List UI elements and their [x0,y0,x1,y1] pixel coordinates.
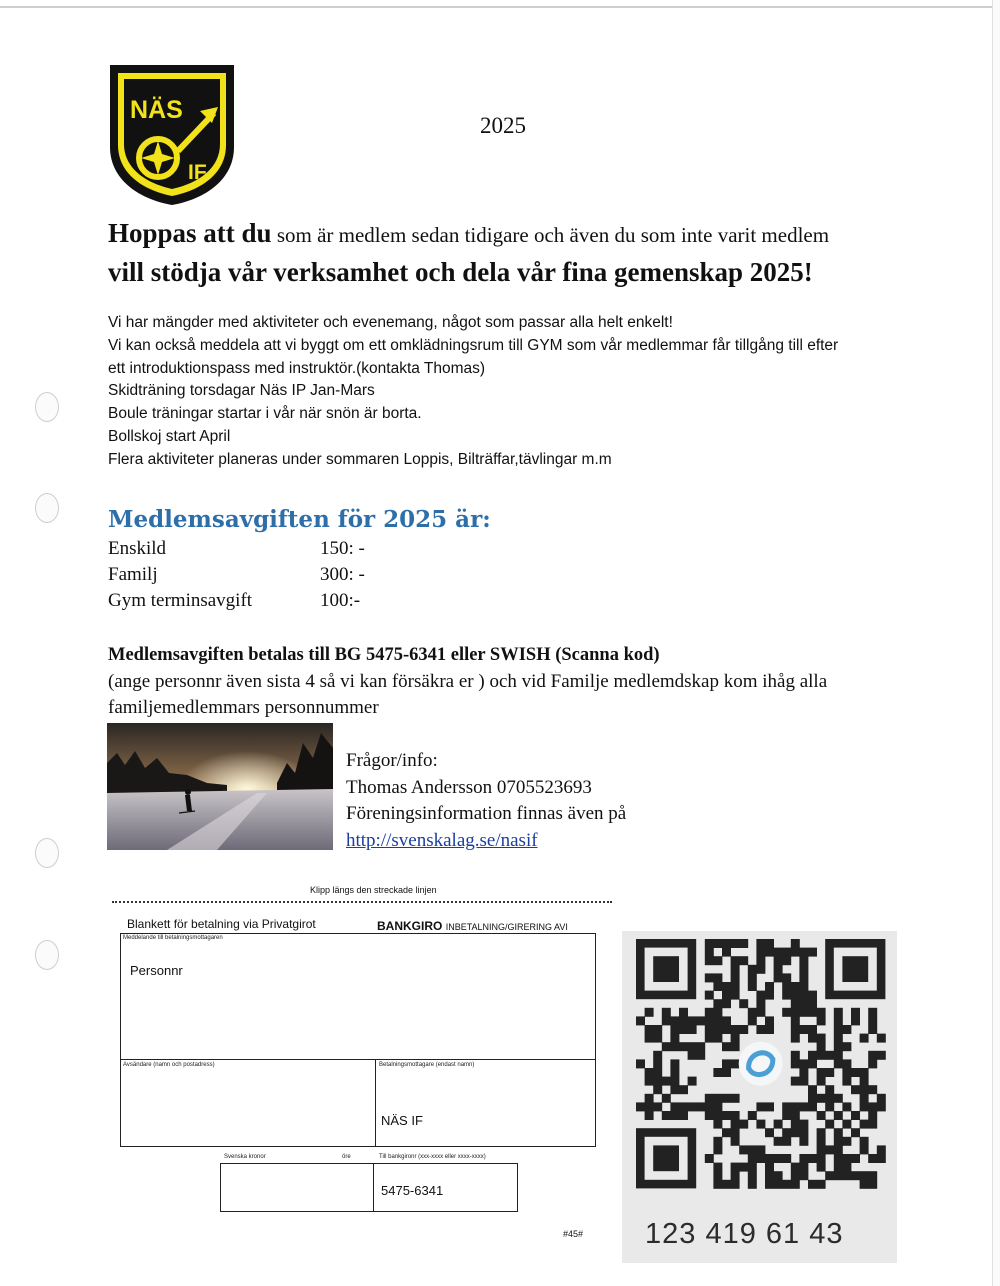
headline-line-1 [108,218,829,249]
fee-label: Familj [108,564,158,585]
bankgiro-header [377,919,568,933]
contact-info [346,748,626,854]
cut-instruction: Klipp längs den streckade linjen [310,885,437,895]
sender-field-label: Avsändare (namn och postadress) [123,1062,215,1068]
page-top-edge [0,6,1000,8]
info-more: Föreningsinformation finnas även på [346,803,627,824]
kronor-label: Svenska kronor [224,1154,266,1160]
payment-note: (ange personnr även sista 4 så vi kan försäkra er ) och vid Familje medlemdskap kom ihåg alla familjemedlemmars personnummer [108,671,828,718]
binder-hole [35,838,59,868]
headline-line-2: vill stödja vår verksamhet och dela vår fina gemenskap 2025! [108,257,813,287]
body-line: Flera aktiviteter planeras under sommaren Loppis, Bilträffar,tävlingar m.m [108,450,612,468]
swish-qr-card [622,931,897,1263]
swish-qr-code[interactable] [622,931,897,1211]
slip-divider [375,1059,376,1146]
form-title: Blankett för betalning via Privatgirot [127,917,316,931]
binder-hole [35,493,59,523]
form-number: #45# [563,1229,584,1239]
fee-value: 100:- [320,590,361,611]
payment-instructions: Medlemsavgiften betalas till BG 5475-6341 eller SWISH (Scanna kod) [108,645,660,665]
to-bankgiro-label: Till bankgironr (xxx-xxxx eller xxxx-xxxx) [379,1154,486,1160]
binder-hole [35,940,59,970]
club-website-link[interactable]: http://svenskalag.se/nasif [346,829,538,851]
bankgiro-label: BANKGIRO [377,919,443,933]
payment-slip-box [120,933,596,1147]
contact-name-phone: Thomas Andersson 0705523693 [346,776,592,798]
fee-label: Gym terminsavgift [108,590,253,611]
recipient-field-label: Betalningsmottagare (endast namn) [379,1062,475,1068]
swish-number: 123 419 61 43 [645,1218,844,1250]
body-line: Boule träningar startar i vår när snön är borta. [108,405,422,423]
amount-box [220,1163,518,1212]
page-right-edge [992,0,1000,1286]
body-line: Bollskoj start April [108,427,231,445]
activities-text [108,312,908,472]
body-line: Vi kan också meddela att vi byggt om ett omklädningsrum till GYM som vår medlemmar får tillgång till efter [108,336,839,354]
slip-divider [120,1059,375,1060]
info-label: Frågor/info: [346,750,438,771]
slip-divider [375,1059,595,1060]
headline-lead-bold: Hoppas att du [108,218,272,248]
club-logo [108,63,236,207]
bankgiro-subtitle: INBETALNING/GIRERING AVI [445,922,568,932]
ore-label: öre [342,1154,351,1160]
bankgiro-number: 5475-6341 [381,1183,444,1198]
logo-bottom-text: IF [188,161,207,184]
cut-line [112,901,612,903]
year-heading: 2025 [480,113,526,138]
body-line: Vi har mängder med aktiviteter och evenemang, något som passar alla helt enkelt! [108,314,673,331]
body-line: Skidträning torsdagar Näs IP Jan-Mars [108,382,375,400]
amount-divider [373,1163,374,1211]
fees-title: Medlemsavgiften för 2025 är: [108,506,491,533]
logo-top-text: NÄS [130,96,183,124]
fee-label: Enskild [108,538,167,559]
personnr-label: Personnr [130,963,183,978]
body-line: ett introduktionspass med instruktör.(kontakta Thomas) [108,359,486,377]
ski-trail-photo [107,723,333,850]
message-field-label: Meddelande till betalningsmottagaren [123,935,223,941]
fee-value: 150: - [320,538,365,559]
recipient-name: NÄS IF [381,1113,423,1128]
binder-hole [35,392,59,422]
headline-lead-rest: som är medlem sedan tidigare och även du som inte varit medlem [271,223,830,247]
fee-value: 300: - [320,564,365,585]
